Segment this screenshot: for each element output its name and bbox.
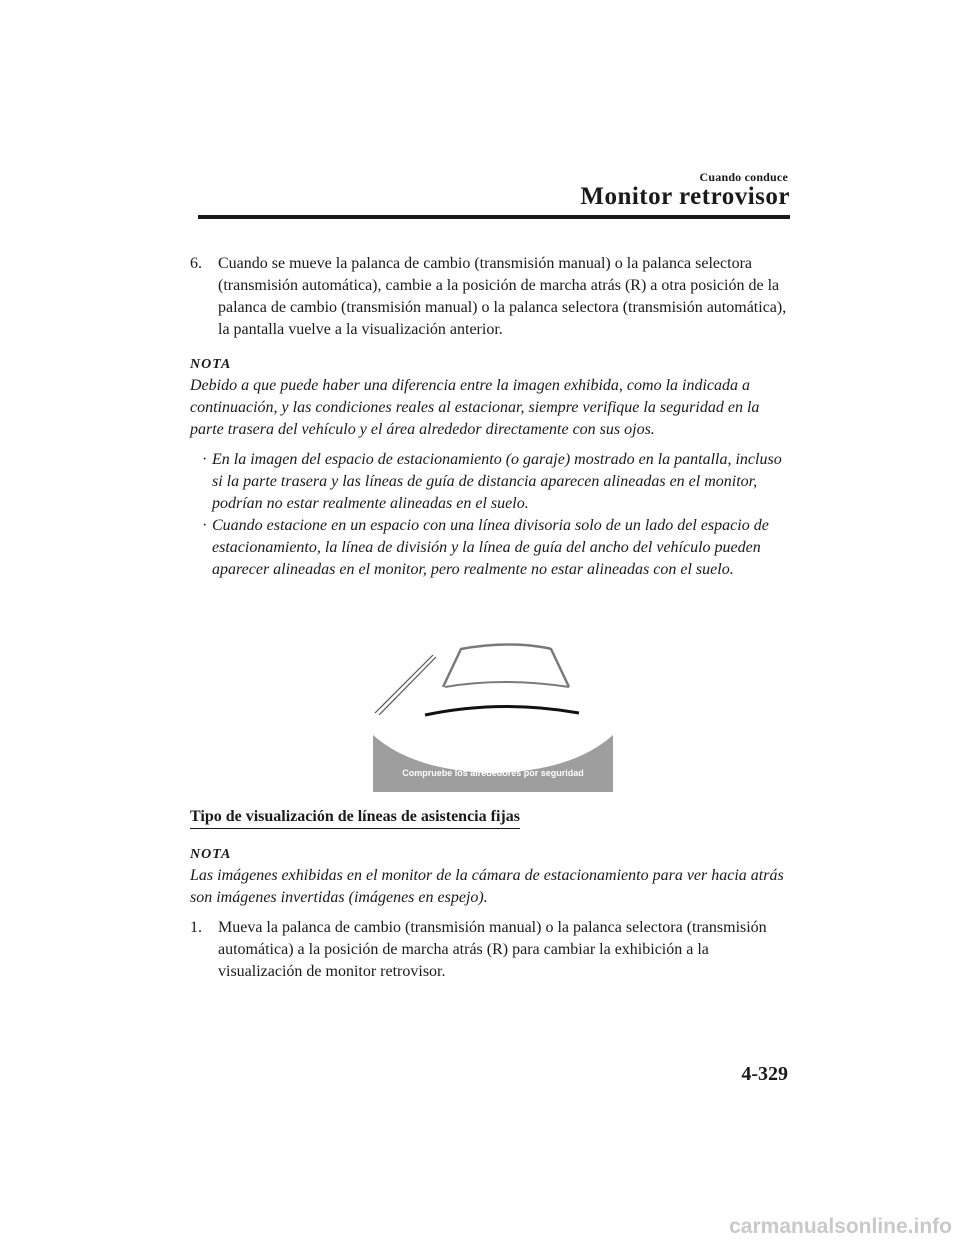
step-text: Mueva la palanca de cambio (transmisión manual) o la palanca selectora (transmisión automática) a la posición de marcha atrás (R) para cambiar la exhibición a la visualización de monitor retrovisor. — [218, 919, 767, 980]
note-bullet — [190, 449, 790, 515]
bullet-icon: · — [202, 451, 208, 468]
page-title: Monitor retrovisor — [580, 183, 790, 210]
note-bullet — [190, 515, 790, 581]
note-body: Debido a que puede haber una diferencia entre la imagen exhibida, como la indicada a continuación, y las condiciones reales al estacionar, siempre verifique la seguridad en la parte trasera del vehículo y el área alrededor directamente con sus ojos. — [190, 377, 760, 438]
bullet-icon: · — [202, 517, 208, 534]
section-label: Cuando conduce — [699, 170, 788, 184]
step-6 — [190, 253, 790, 341]
note-block-2 — [190, 845, 790, 909]
note-title: NOTA — [190, 847, 232, 862]
note-body: Las imágenes exhibidas en el monitor de la cámara de estacionamiento para ver hacia atrás son imágenes invertidas (imágenes en espejo). — [190, 867, 784, 906]
rear-view-monitor-figure — [373, 595, 613, 792]
note-block — [190, 355, 790, 581]
watermark: carmanualsonline.info — [729, 1215, 952, 1238]
note-title: NOTA — [190, 357, 232, 372]
section-subheading: Tipo de visualización de líneas de asistencia fijas — [190, 806, 520, 829]
step-number: 1. — [190, 919, 202, 936]
page-content — [190, 253, 790, 997]
step-text: Cuando se mueve la palanca de cambio (transmisión manual) o la palanca selectora (transmisión automática), cambie a la posición de marcha atrás (R) a otra posición de la palanca de cambio (transmisión manual) o la palanca selectora (transmisión automática), la pantalla vuelve a la visualización anterior. — [218, 255, 787, 338]
figure-caption: Compruebe los alrededores por seguridad — [402, 768, 584, 778]
step-number: 6. — [190, 255, 202, 272]
bullet-text: En la imagen del espacio de estacionamiento (o garaje) mostrado en la pantalla, incluso si la parte trasera y las líneas de guía de distancia aparecen alineadas en el monitor, podrían no estar realmente alineadas en el suelo. — [212, 451, 782, 512]
page-number: 4-329 — [741, 1063, 788, 1085]
step-1 — [190, 917, 790, 983]
bullet-text: Cuando estacione en un espacio con una línea divisoria solo de un lado del espacio de estacionamiento, la línea de división y la línea de guía del ancho del vehículo pueden aparecer alineadas en el monitor, pero realmente no estar alineadas con el suelo. — [212, 517, 769, 578]
header-rule — [198, 215, 790, 219]
